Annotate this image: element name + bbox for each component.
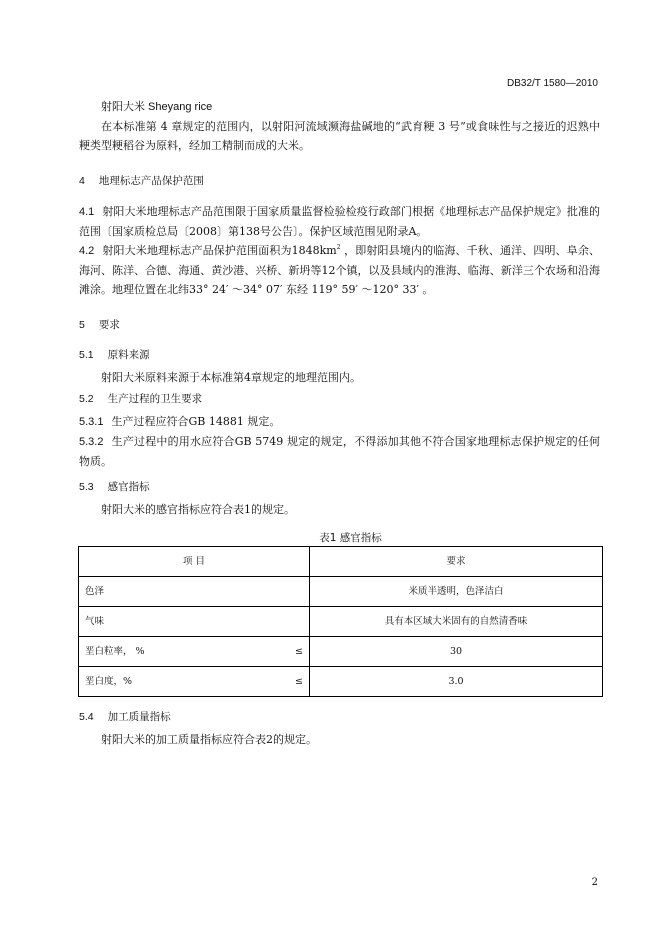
- section-5-3-title: 感官指标: [107, 481, 150, 493]
- section-5-title: 要求: [98, 319, 120, 331]
- row-item-operator: ≤: [295, 676, 303, 687]
- section-5-number: 5: [79, 319, 85, 331]
- table-cell-requirement: 米质半透明，色泽洁白: [310, 577, 603, 607]
- row-item-label: 垩白度，%: [85, 676, 133, 687]
- section-4-title: 地理标志产品保护范围: [98, 175, 204, 187]
- section-4-heading: [79, 172, 600, 191]
- table-cell-requirement: 30: [310, 637, 603, 667]
- section-5-2-heading: [79, 390, 600, 409]
- section-5-4-text: 射阳大米的加工质量指标应符合表2的规定。: [101, 733, 317, 746]
- table-cell-item: [79, 637, 310, 667]
- row-item-label: 色泽: [85, 586, 105, 597]
- page-content: [79, 98, 600, 749]
- table-cell-requirement: 3.0: [310, 667, 603, 697]
- clause-4-1-text: 射阳大米地理标志产品范围限于国家质量监督检验检疫行政部门根据《地理标志产品保护规定》批准的范围〔国家质检总局〔2008〕第138号公告〕。保护区域范围见附录A。: [79, 205, 600, 238]
- section-5-1-heading: [79, 346, 600, 365]
- section-5-2-number: 5.2: [79, 393, 94, 405]
- table-row: [79, 667, 603, 697]
- row-item-label: 气味: [85, 616, 105, 627]
- clause-4-2-text-b: ，即射阳县境内的临海、千秋、通洋、四明、阜余、海河、陈洋、合德、海通、黄沙港、兴桥、新坍等12个镇，以及县域内的淮海、临海、新洋三个农场和沿海滩涂。地理位置在北纬33° 24′ ～34° 07′ 东经 119° 59′ ～120° 33′ 。: [79, 244, 601, 296]
- row-item-operator: ≤: [295, 646, 303, 657]
- clause-5-3-2-number: 5.3.2: [79, 436, 104, 448]
- section-5-4-heading: [79, 708, 600, 727]
- section-5-2-title: 生产过程的卫生要求: [107, 393, 203, 405]
- clause-5-3-1-text: 生产过程应符合GB 14881 规定。: [111, 415, 281, 428]
- section-5-1-title: 原料来源: [107, 349, 150, 361]
- clause-4-2: [79, 241, 600, 299]
- section-5-heading: [79, 316, 600, 335]
- section-5-3-number: 5.3: [79, 481, 94, 493]
- table-1-sensory-indicators: [78, 546, 603, 697]
- clause-4-2-superscript: 2: [336, 244, 341, 251]
- row-item-label: 垩白粒率， %: [85, 646, 145, 657]
- table-cell-requirement: 具有本区域大米固有的自然清香味: [310, 607, 603, 637]
- table-row: [79, 607, 603, 637]
- doc-code-header: DB32/T 1580—2010: [507, 78, 598, 89]
- table-row: [79, 637, 603, 667]
- clause-4-2-number: 4.2: [79, 245, 95, 257]
- section-5-3-text: 射阳大米的感官指标应符合表1的规定。: [101, 503, 295, 516]
- table-cell-item: [79, 667, 310, 697]
- table-cell-item: [79, 577, 310, 607]
- table-header-requirement: 要求: [310, 547, 603, 577]
- clause-5-3-2-text: 生产过程中的用水应符合GB 5749 规定的规定，不得添加其他不符合国家地理标志保护规定的任何物质。: [79, 435, 600, 468]
- table-header-item: 项 目: [79, 547, 310, 577]
- page-number: 2: [591, 877, 598, 888]
- clause-4-1: [79, 202, 600, 241]
- clause-4-2-text-a: 射阳大米地理标志产品保护范围面积为1848km: [102, 244, 337, 257]
- section-5-4-title: 加工质量指标: [107, 711, 171, 723]
- term-definition: 在本标准第 4 章规定的范围内，以射阳河流域濒海盐碱地的“武育粳 3 号”或食味性与之接近的迟熟中粳类型粳稻谷为原料，经加工精制而成的大米。: [79, 120, 600, 152]
- table-row: [79, 577, 603, 607]
- section-5-1-number: 5.1: [79, 349, 94, 361]
- section-4-number: 4: [79, 175, 85, 187]
- term-title: 射阳大米 Sheyang rice: [101, 101, 213, 113]
- table-header-row: [79, 547, 603, 577]
- section-5-3-heading: [79, 478, 600, 497]
- clause-5-3-2: [79, 432, 600, 471]
- table-1-caption: 表1 感官指标: [319, 532, 382, 544]
- clause-5-3-1-number: 5.3.1: [79, 416, 104, 428]
- section-5-4-number: 5.4: [79, 711, 94, 723]
- table-cell-item: [79, 607, 310, 637]
- clause-4-1-number: 4.1: [79, 206, 95, 218]
- section-5-1-text: 射阳大米原料来源于本标准第4章规定的地理范围内。: [101, 371, 361, 384]
- clause-5-3-1: [79, 412, 600, 432]
